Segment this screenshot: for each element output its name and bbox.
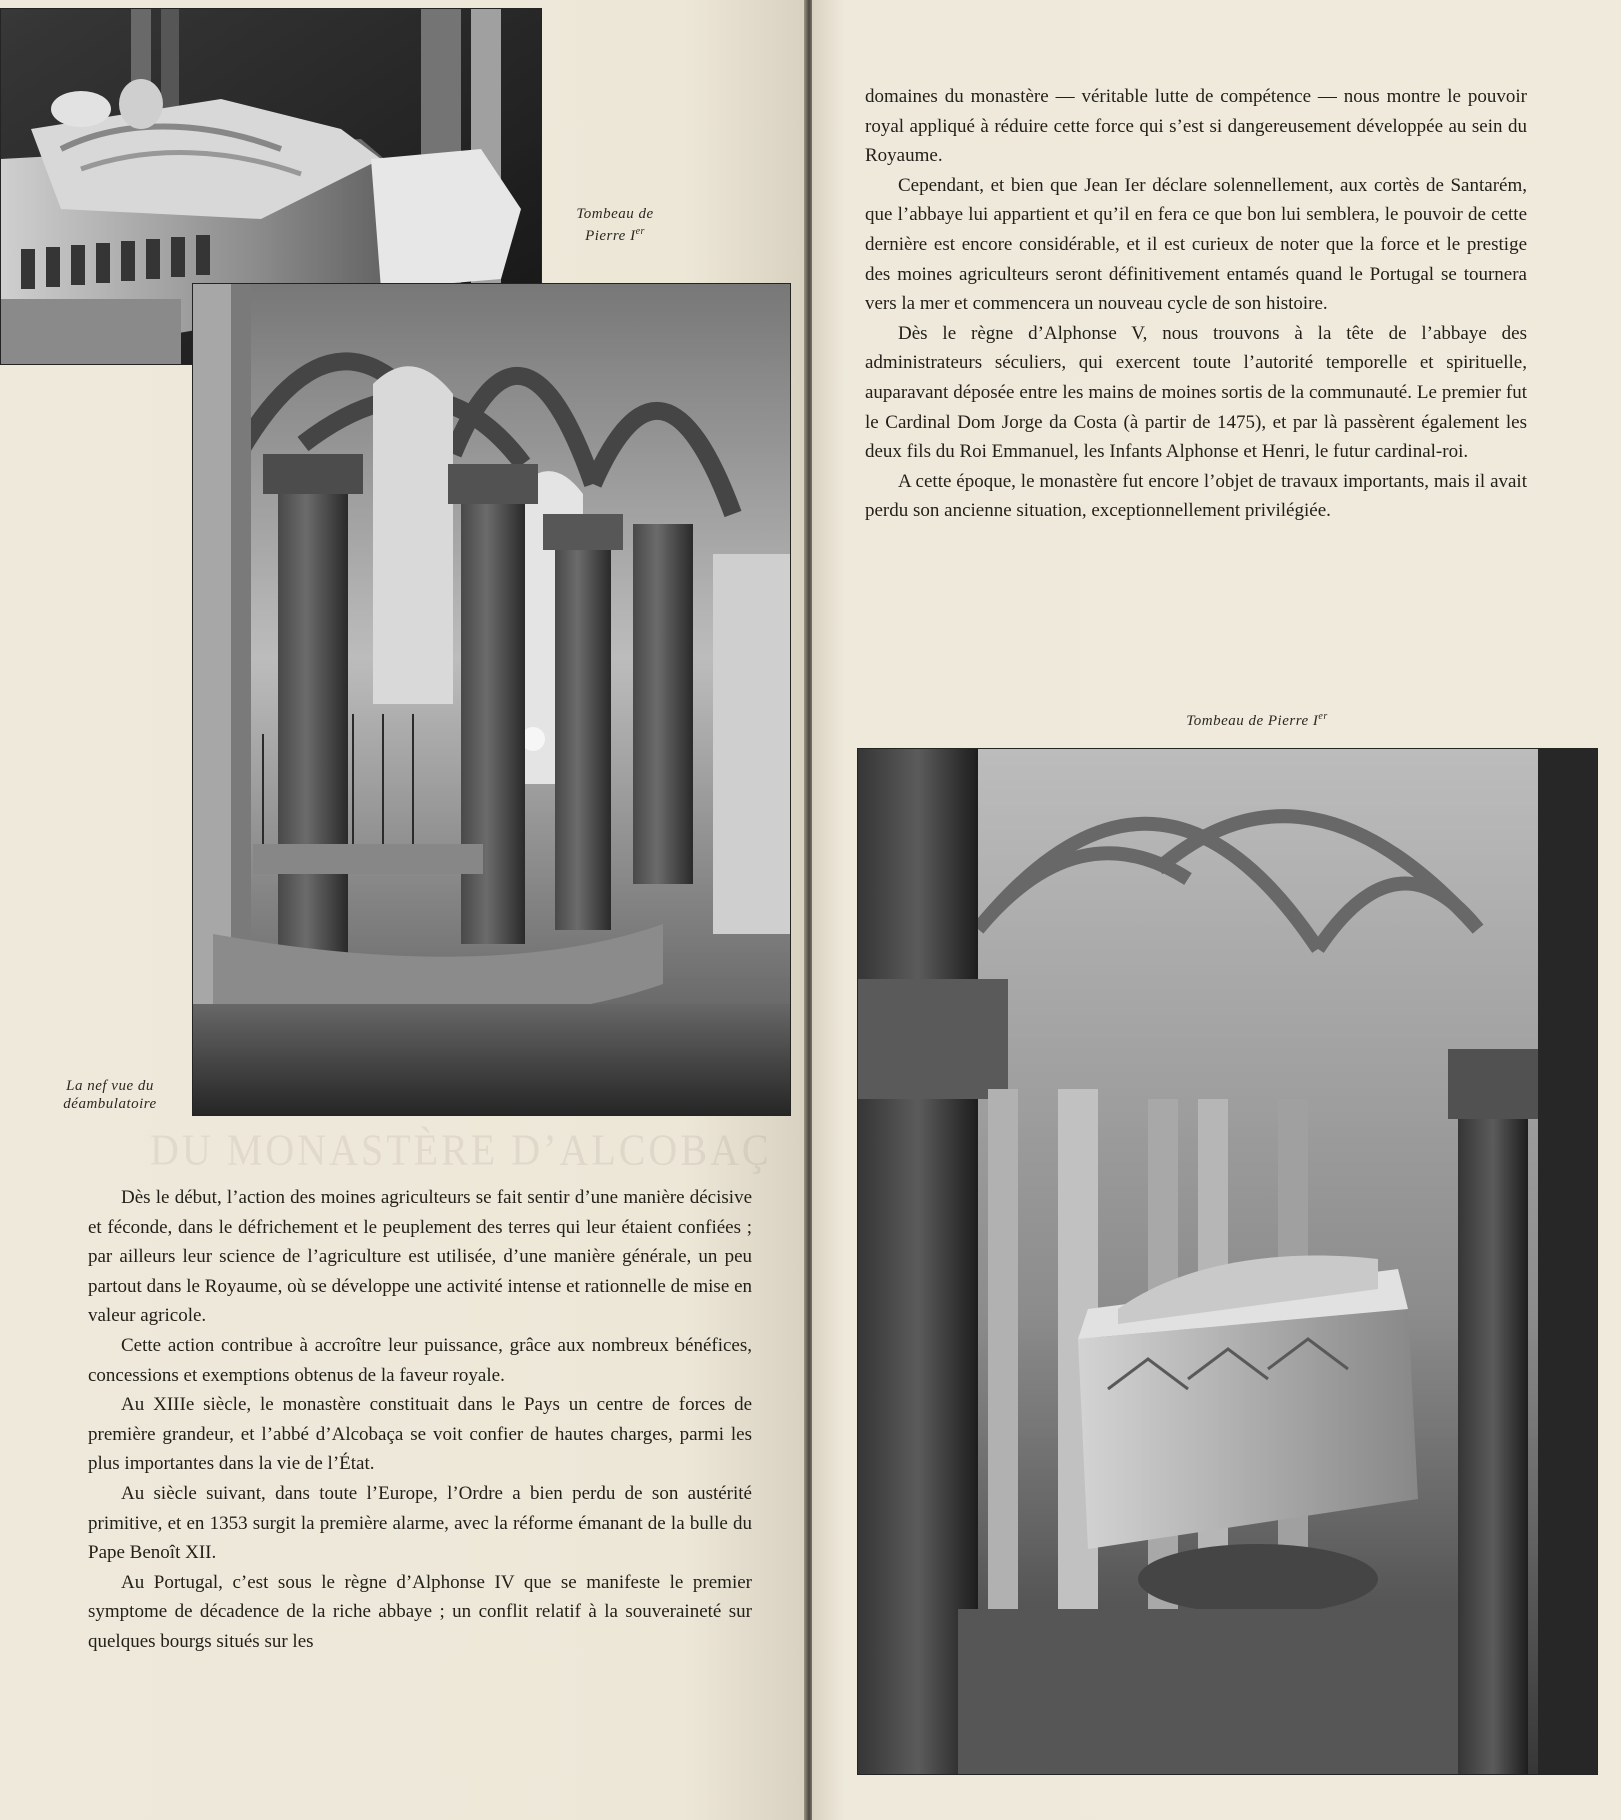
left-page xyxy=(0,0,806,1820)
paragraph: Au siècle suivant, dans toute l’Europe, l’Ordre a bien perdu de son austérité primitive, et en 1353 surgit la première alarme, avec la réforme émanant de la bulle du Pape Benoît XII. xyxy=(88,1482,752,1564)
right-page xyxy=(812,0,1621,1820)
paragraph: Dès le règne d’Alphonse V, nous trouvons à la tête de l’abbaye des administrateurs séculiers, qui exercent toute l’autorité temporelle et spirituelle, auparavant déposée entre les mains de moines sortis de la communauté. Le premier fut le Cardinal Dom Jorge da Costa (à partir de 1475), et par là passèrent également les deux fils du Roi Emmanuel, les Infants Alphonse et Henri, le futur cardinal-roi. xyxy=(865,322,1527,463)
caption-tomb-top: Tombeau de Pierre Ier xyxy=(576,206,654,244)
paragraph: Au Portugal, c’est sous le règne d’Alphonse IV que se manifeste le premier symptome de décadence de la riche abbaye ; un conflit relatif à la souveraineté sur quelques bourgs situés sur les xyxy=(88,1571,752,1652)
paragraph: Dès le début, l’action des moines agriculteurs se fait sentir d’une manière décisive et féconde, dans le défrichement et le peuplement des terres qui leur étaient confiées ; par ailleurs leur science de l’agriculture est utilisée, d’une manière générale, un peu partout dans le Royaume, où se développe une activité intense et rationnelle de mise en valeur agricole. xyxy=(88,1187,752,1327)
paragraph: Au XIIIe siècle, le monastère constituait dans le Pays un centre de forces de première grandeur, et l’abbé d’Alcobaça se voit confier de hautes charges, parmi les plus importantes dans la vie de l’État. xyxy=(88,1394,752,1475)
caption-nave: La nef vue du déambulatoire xyxy=(63,1078,157,1112)
caption-tomb-right: Tombeau de Pierre Ier xyxy=(1186,711,1328,729)
paragraph: Cette action contribue à accroître leur puissance, grâce aux nombreux bénéfices, concessions et exemptions obtenus de la faveur royale. xyxy=(88,1334,752,1386)
right-text-block xyxy=(865,82,1527,526)
paragraph: domaines du monastère — véritable lutte de compétence — nous montre le pouvoir royal appliqué à réduire cette force qui s’est si dangereusement développée au sein du Royaume. xyxy=(865,86,1527,167)
left-text-block xyxy=(88,1183,752,1657)
nave-photo xyxy=(192,283,791,1116)
bleed-through-title: DU MONASTÈRE D’ALCOBAÇ xyxy=(150,1124,772,1175)
paragraph: Cependant, et bien que Jean Ier déclare solennellement, aux cortès de Santarém, que l’abbaye lui appartient et qu’il en fera ce que bon lui semblera, le pouvoir de cette dernière est encore considérable, et il est curieux de noter que la force et le prestige des moines agriculteurs seront définitivement entamés quand le Portugal se tournera vers la mer et commencera un nouveau cycle de son histoire. xyxy=(865,174,1527,315)
paragraph: A cette époque, le monastère fut encore l’objet de travaux importants, mais il avait perdu son ancienne situation, exceptionnellement privilégiée. xyxy=(865,470,1527,522)
tomb-photo-right xyxy=(857,748,1598,1775)
